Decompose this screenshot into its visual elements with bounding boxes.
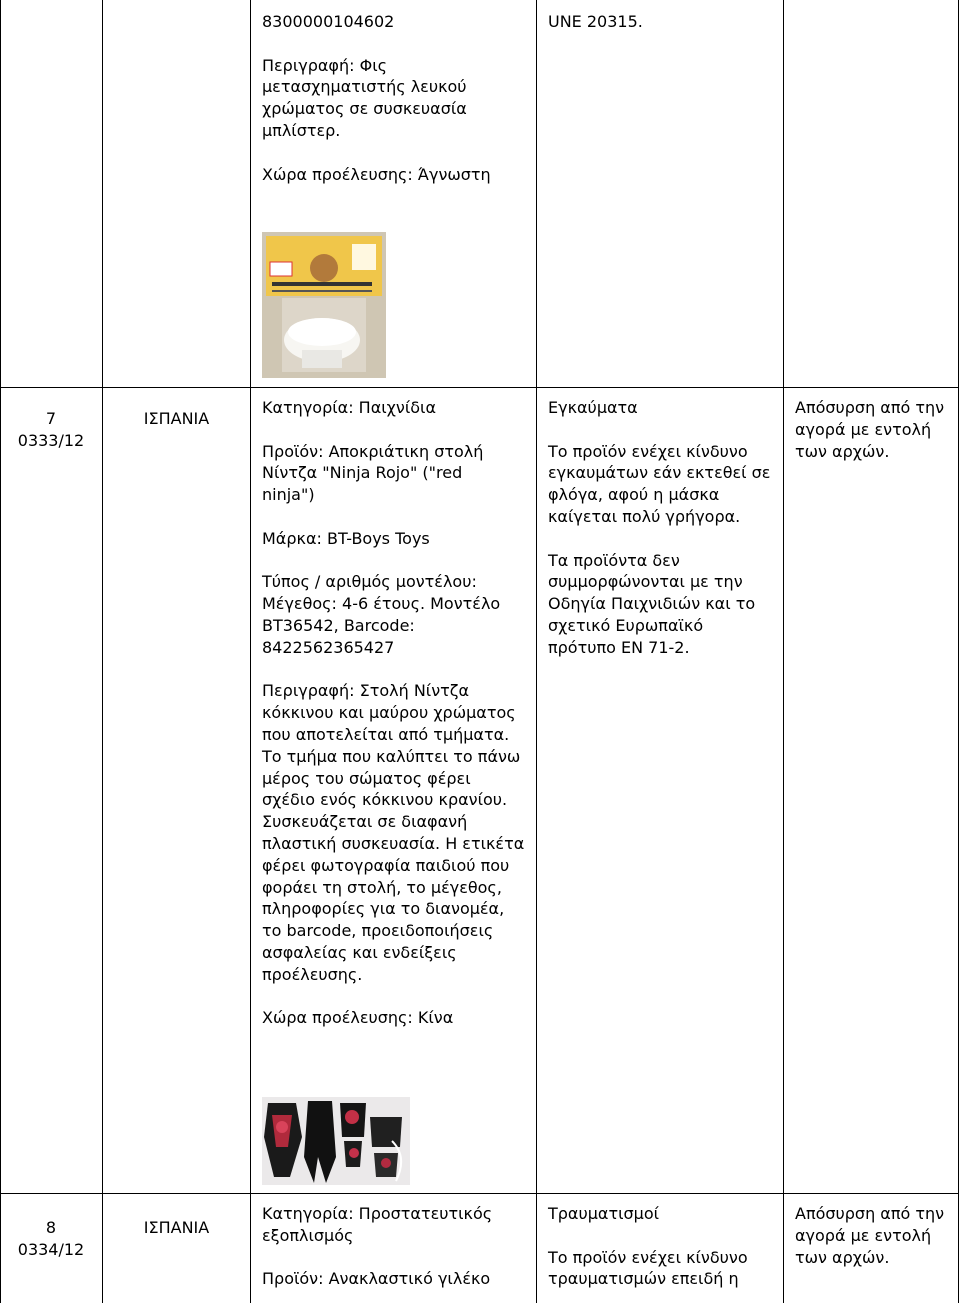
row-separator bbox=[0, 387, 959, 388]
category-text: Κατηγορία: Παιχνίδια bbox=[262, 398, 436, 417]
description-text: Περιγραφή: Φις μετασχηματιστής λευκού χρώματος σε συσκευασία μπλίστερ. bbox=[262, 55, 467, 140]
barcode-text: 8300000104602 bbox=[262, 12, 395, 31]
product-cell bbox=[262, 397, 528, 1029]
product-photo-ninja bbox=[262, 1097, 410, 1185]
risk-cell bbox=[548, 1203, 776, 1290]
product-cell bbox=[262, 11, 524, 185]
description-text: Περιγραφή: Στολή Νίντζα κόκκινου και μαύρου χρώματος που αποτελείται από τμήματα. Το τμήμα που καλύπτει το πάνω μέρος του σώματος φέρει σχέδιο ενός κόκκινου κρανίου. Συσκευάζεται σε διαφανή πλαστική συσκευασία. Η ετικέτα φέρει φωτογραφία παιδιού που φοράει τη στολή, το μέγεθος, πληροφορίες για το διανομέα, το barcode, προειδοποιήσεις ασφαλείας και ενδείξεις προέλευσης. bbox=[262, 681, 525, 984]
category-text: Κατηγορία: Προστατευτικός εξοπλισμός bbox=[262, 1204, 493, 1245]
origin-text: Χώρα προέλευσης: Άγνωστη bbox=[262, 164, 491, 184]
notification-code: 0333/12 bbox=[17, 431, 85, 450]
table-border-right bbox=[958, 0, 959, 1303]
country: ΙΣΠΑΝΙΑ bbox=[143, 409, 210, 428]
model-text: Τύπος / αριθμός μοντέλου: Μέγεθος: 4-6 έτους. Μοντέλο BT36542, Barcode: 8422562365427 bbox=[262, 572, 501, 657]
risk-cell bbox=[548, 11, 774, 33]
product-text: Προϊόν: Αποκριάτικη στολή Νίντζα "Ninja Rojo" ("red ninja") bbox=[262, 441, 484, 505]
row-separator bbox=[0, 1193, 959, 1194]
origin-text: Χώρα προέλευσης: Κίνα bbox=[262, 1008, 454, 1028]
notification-code: 0334/12 bbox=[17, 1240, 85, 1259]
product-text: Προϊόν: Ανακλαστικό γιλέκο bbox=[262, 1269, 491, 1289]
table-divider bbox=[102, 0, 103, 1303]
brand-text: Μάρκα: BT-Boys Toys bbox=[262, 528, 430, 548]
standard-text: UNE 20315. bbox=[548, 12, 643, 31]
table-border-left bbox=[0, 0, 1, 1303]
row-number: 7 bbox=[45, 409, 57, 428]
measures-text: Απόσυρση από την αγορά με εντολή των αρχών. bbox=[795, 1204, 945, 1267]
risk-type: Εγκαύματα bbox=[548, 398, 638, 417]
row-number: 8 bbox=[45, 1218, 57, 1237]
risk-description: Το προϊόν ενέχει κίνδυνο εγκαυμάτων εάν εκτεθεί σε φλόγα, αφού η μάσκα καίγεται πολύ γρήγορα. bbox=[548, 441, 771, 526]
plug-blister-image bbox=[262, 232, 386, 378]
risk-type: Τραυματισμοί bbox=[548, 1204, 660, 1223]
compliance-text: Τα προϊόντα δεν συμμορφώνονται με την Οδηγία Παιχνιδιών και το σχετικό Ευρωπαϊκό πρότυπο EN 71-2. bbox=[548, 550, 756, 657]
table-divider bbox=[783, 0, 784, 1303]
table-divider bbox=[250, 0, 251, 1303]
table-divider bbox=[536, 0, 537, 1303]
country: ΙΣΠΑΝΙΑ bbox=[143, 1218, 210, 1237]
product-cell bbox=[262, 1203, 524, 1290]
risk-cell bbox=[548, 397, 776, 659]
measures-text: Απόσυρση από την αγορά με εντολή των αρχών. bbox=[795, 398, 945, 461]
product-photo-plug bbox=[262, 232, 386, 378]
ninja-costume-image bbox=[262, 1097, 410, 1185]
risk-description: Το προϊόν ενέχει κίνδυνο τραυματισμών επειδή η bbox=[548, 1247, 748, 1289]
